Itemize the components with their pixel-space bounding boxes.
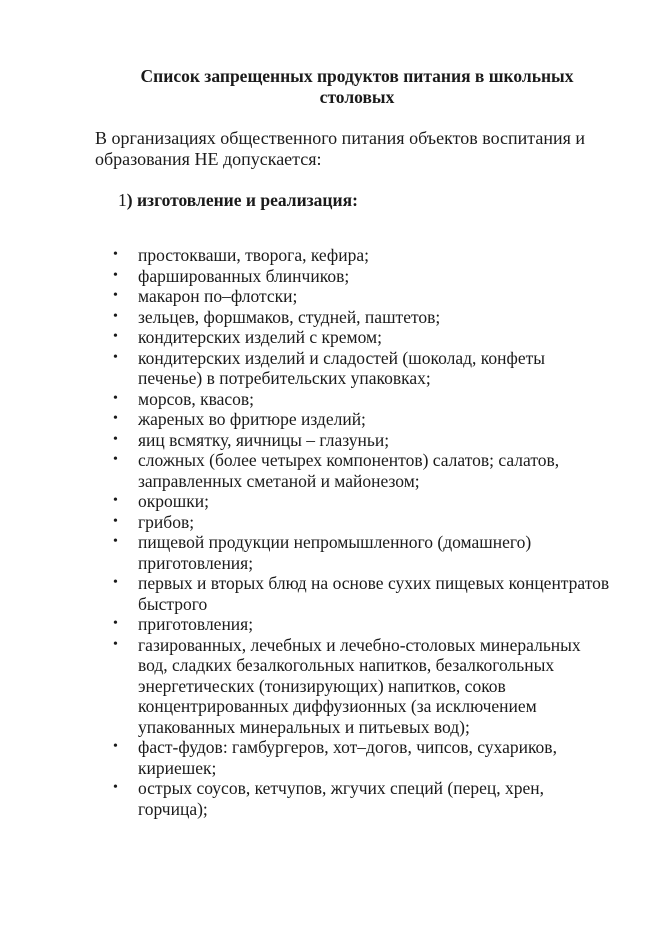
list-item-text: фаст-фудов: гамбургеров, хот–догов, чипсов, сухариков, кириешек; <box>138 737 557 778</box>
list-item <box>0 430 672 451</box>
list-item <box>0 327 672 348</box>
list-item-text: яиц всмятку, яичницы – глазуньи; <box>138 429 390 450</box>
list-item <box>0 348 672 389</box>
list-item <box>0 286 672 307</box>
bullet-icon: • <box>113 780 118 795</box>
list-item <box>0 245 672 266</box>
bullet-icon: • <box>113 575 118 590</box>
list-item-text: простокваши, творога, кефира; <box>138 245 369 265</box>
list-item <box>0 409 672 430</box>
list-item <box>0 512 672 533</box>
list-item-text: макарон по–флотски; <box>138 286 298 306</box>
page-title: Список запрещенных продуктов питания в школьных столовых <box>140 66 574 107</box>
list-item-text: зельцев, форшмаков, студней, паштетов; <box>138 306 441 327</box>
intro-paragraph: В организациях общественного питания объектов воспитания и образования НЕ допускается: <box>95 128 586 169</box>
bullet-icon: • <box>113 636 118 652</box>
list-item <box>0 307 672 328</box>
list-item-text: фаршированных блинчиков; <box>138 265 350 286</box>
list-item-text: пищевой продукции непромышленного (домашнего) приготовления; <box>138 532 532 573</box>
list-item-text: первых и вторых блюд на основе сухих пищевых концентратов быстрого <box>138 573 610 614</box>
bullet-icon: • <box>113 534 118 549</box>
bullet-icon: • <box>113 493 118 508</box>
prohibited-items-list <box>0 245 672 819</box>
bullet-icon: • <box>113 390 118 406</box>
list-item <box>0 532 672 573</box>
list-item-text: кондитерских изделий с кремом; <box>138 327 382 347</box>
list-item-text: острых соусов, кетчупов, жгучих специй (перец, хрен, горчица); <box>138 778 545 819</box>
list-item <box>0 573 672 614</box>
list-item <box>0 635 672 738</box>
bullet-icon: • <box>113 513 118 529</box>
list-item-text: сложных (более четырех компонентов) салатов; салатов, заправленных сметаной и майонезом; <box>138 450 560 491</box>
list-item <box>0 266 672 287</box>
bullet-icon: • <box>113 739 118 754</box>
section-heading <box>118 190 358 211</box>
list-item <box>0 737 672 778</box>
bullet-icon: • <box>113 431 118 447</box>
bullet-icon: • <box>113 349 118 365</box>
list-item-text: морсов, квасов; <box>138 388 255 409</box>
list-item-text: грибов; <box>138 511 195 532</box>
list-item-text: жареных во фритюре изделий; <box>138 409 366 429</box>
section-number: 1 <box>118 190 127 210</box>
list-item <box>0 491 672 512</box>
bullet-icon: • <box>113 329 118 344</box>
list-item <box>0 450 672 491</box>
bullet-icon: • <box>113 267 118 283</box>
section-heading-text: ) изготовление и реализация: <box>126 190 358 210</box>
bullet-icon: • <box>113 452 118 467</box>
bullet-icon: • <box>113 288 118 303</box>
bullet-icon: • <box>113 308 118 324</box>
bullet-icon: • <box>113 411 118 426</box>
list-item-text: газированных, лечебных и лечебно-столовых минеральных вод, сладких безалкогольных напитков, безалкогольных энергетических (тонизирующих) напитков, соков концентрированных диффузионных (за исключением упакованных минеральных и питьевых вод); <box>138 634 581 737</box>
list-item-text: приготовления; <box>138 614 254 634</box>
list-item-text: окрошки; <box>138 491 209 511</box>
list-item <box>0 614 672 635</box>
bullet-icon: • <box>113 247 118 262</box>
list-item <box>0 778 672 819</box>
list-item <box>0 389 672 410</box>
bullet-icon: • <box>113 616 118 631</box>
list-item-text: кондитерских изделий и сладостей (шоколад, конфеты печенье) в потребительских упаковках; <box>138 347 545 388</box>
